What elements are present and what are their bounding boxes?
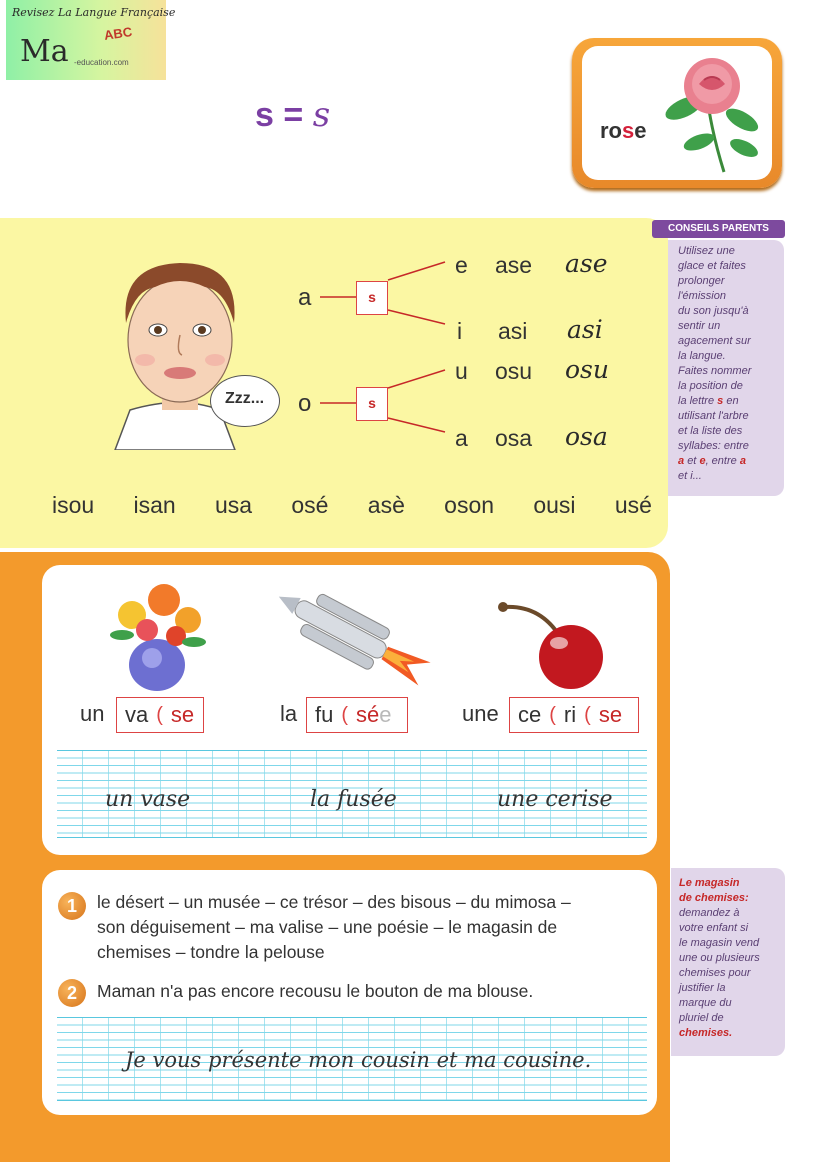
exercise-1-text: le désert – un musée – ce trésor – des bisous – du mimosa – son déguisement – ma valise – une poésie – le magasin de chemises – tondre la pelouse bbox=[97, 892, 571, 962]
tree-vowel-o: o bbox=[298, 390, 312, 417]
cursive-sentence: Je vous présente mon cousin et ma cousine. bbox=[125, 1048, 592, 1072]
cherry-illustration bbox=[487, 595, 617, 690]
syllable-item: ousi bbox=[533, 492, 576, 518]
site-logo bbox=[6, 0, 176, 80]
rose-word: rose bbox=[600, 118, 647, 143]
word-article: un bbox=[80, 701, 105, 726]
magasin-tip-text: Le magasin de chemises: demandez à votre enfant si le magasin vend une ou plusieurs chemises pour justifier la marque du pluriel de chemises. bbox=[679, 877, 760, 1039]
tree-row-vowel: u bbox=[455, 358, 468, 384]
tree-row-print: asi bbox=[498, 318, 528, 344]
title-cursive-s: s bbox=[312, 95, 331, 135]
words-card bbox=[42, 565, 657, 855]
word-article: une bbox=[462, 701, 499, 726]
syllable-box: ce ( ri ( se bbox=[509, 697, 639, 733]
logo-text: Ma bbox=[20, 34, 69, 69]
syllable-list bbox=[52, 492, 652, 519]
rose-illustration bbox=[654, 50, 769, 175]
tree-row-print: osu bbox=[495, 358, 533, 384]
tree-row-vowel: i bbox=[457, 318, 463, 344]
magasin-tip-panel bbox=[671, 868, 785, 1056]
conseils-text: Utilisez une glace et faites prolonger l'émission du son jusqu'à sentir un agacement sur la langue. Faites nommer la position de la lettre s en utilisant l'arbre et la liste des syllabes: entre a et e, entre a et i... bbox=[678, 245, 752, 482]
logo-abc: ABC bbox=[103, 24, 134, 43]
bubble-text: Zzz... bbox=[225, 390, 265, 407]
syllable-item: usa bbox=[215, 492, 253, 518]
page-title bbox=[255, 95, 330, 135]
cursive-word: une cerise bbox=[497, 787, 613, 812]
rose-card bbox=[572, 38, 782, 188]
tree-row-print: ase bbox=[495, 252, 533, 278]
conseils-header: CONSEILS PARENTS bbox=[652, 220, 785, 238]
writing-lines-sentence bbox=[57, 1017, 647, 1101]
exercise-number-1: 1 bbox=[58, 892, 86, 920]
tree-row-print: osa bbox=[495, 425, 533, 451]
tree-row-cursive: asi bbox=[567, 315, 603, 344]
sentences-card bbox=[42, 870, 657, 1115]
exercise-2-text: Maman n'a pas encore recousu le bouton de ma blouse. bbox=[97, 981, 534, 1001]
tree-row-vowel: a bbox=[455, 425, 468, 451]
tree-row-vowel: e bbox=[455, 252, 468, 278]
conseils-panel bbox=[668, 240, 784, 496]
speech-bubble bbox=[210, 375, 280, 427]
syllable-item: usé bbox=[614, 492, 652, 518]
cursive-word: la fusée bbox=[310, 787, 397, 812]
cursive-word: un vase bbox=[105, 787, 191, 812]
syllable-box: fu ( sé e bbox=[306, 697, 408, 733]
syllable-box: va ( se bbox=[116, 697, 204, 733]
rocket-illustration bbox=[262, 585, 442, 700]
syllable-item: oson bbox=[444, 492, 495, 518]
tree-vowel-a: a bbox=[298, 284, 312, 311]
syllable-item: asè bbox=[367, 492, 405, 518]
writing-lines-words bbox=[57, 750, 647, 838]
word-article: la bbox=[280, 701, 298, 726]
title-print-s: s bbox=[255, 96, 274, 134]
exercise-number-2: 2 bbox=[58, 979, 86, 1007]
syllable-item: isan bbox=[133, 492, 176, 518]
vase-illustration bbox=[102, 570, 212, 695]
tree-row-cursive: osa bbox=[565, 422, 608, 451]
tree-s-box-top: s bbox=[356, 281, 388, 315]
tree-s-box-bottom: s bbox=[356, 387, 388, 421]
logo-site: -education.com bbox=[74, 58, 129, 67]
tree-row-cursive: ase bbox=[565, 249, 608, 278]
logo-tagline: Revisez La Langue Française bbox=[12, 6, 176, 19]
syllable-item: isou bbox=[52, 492, 95, 518]
syllable-item: osé bbox=[291, 492, 329, 518]
tree-row-cursive: osu bbox=[565, 355, 609, 384]
rose-card-inner bbox=[582, 46, 772, 180]
title-equals: = bbox=[283, 96, 304, 134]
